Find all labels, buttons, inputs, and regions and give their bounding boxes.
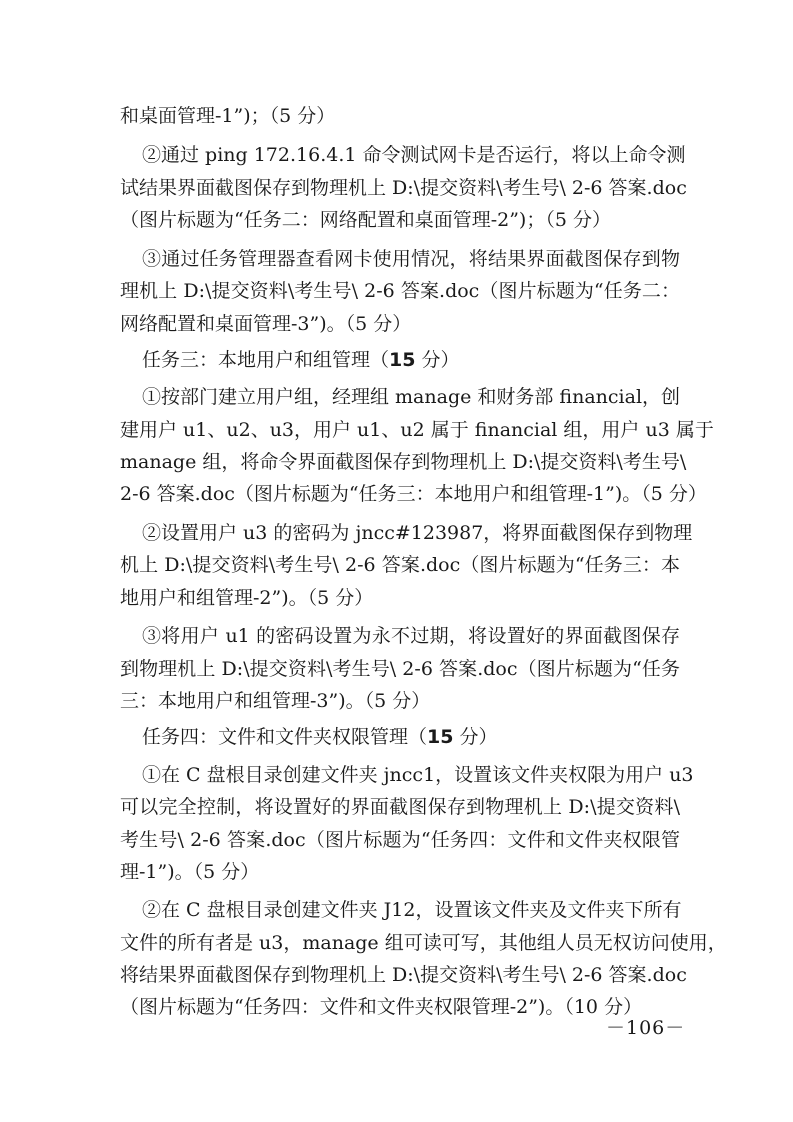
page-number: －106－ [606,1017,686,1039]
heading-text: 任务三：本地用户和组管理（ [142,349,390,371]
paragraph-line: ③将用户 u1 的密码设置为永不过期，将设置好的界面截图保存 [142,625,680,647]
text-line: manage 组，将命令界面截图保存到物理机上 D:\提交资料\考生号\ [120,451,687,473]
text-line: （图片标题为“任务四：文件和文件夹权限管理-2”)。（10 分） [120,996,643,1018]
paragraph-line: ①在 C 盘根目录创建文件夹 jncc1，设置该文件夹权限为用户 u3 [142,764,694,786]
heading-tail: 分） [415,349,460,371]
text-line: 到物理机上 D:\提交资料\考生号\ 2-6 答案.doc（图片标题为“任务 [120,658,680,680]
paragraph-line: ②在 C 盘根目录创建文件夹 J12，设置该文件夹及文件夹下所有 [142,899,682,921]
text-line: 理机上 D:\提交资料\考生号\ 2-6 答案.doc（图片标题为“任务二： [120,280,680,302]
text-line: 机上 D:\提交资料\考生号\ 2-6 答案.doc（图片标题为“任务三：本 [120,554,680,576]
text-line: 网络配置和桌面管理-3”)。（5 分） [120,313,412,335]
text-line: 文件的所有者是 u3，manage 组可读可写，其他组人员无权访问使用， [120,932,727,954]
paragraph-line: ②通过 ping 172.16.4.1 命令测试网卡是否运行，将以上命令测 [142,144,686,166]
section-heading-task4 [142,725,680,749]
text-line: 2-6 答案.doc（图片标题为“任务三：本地用户和组管理-1”)。（5 分） [120,483,707,505]
text-line: 和桌面管理-1”)；（5 分） [120,105,336,127]
text-line: 建用户 u1、u2、u3，用户 u1、u2 属于 financial 组，用户 u3 属于 [120,419,714,441]
text-line: 可以完全控制，将设置好的界面截图保存到物理机上 D:\提交资料\ [120,796,680,818]
text-line: 将结果界面截图保存到物理机上 D:\提交资料\考生号\ 2-6 答案.doc [120,964,687,986]
section-heading-task3 [142,348,680,372]
paragraph-line: ③通过任务管理器查看网卡使用情况，将结果界面截图保存到物 [142,248,680,270]
text-line: 三：本地用户和组管理-3”)。（5 分） [120,690,431,712]
paragraph-line: ①按部门建立用户组，经理组 manage 和财务部 financial，创 [142,386,681,408]
text-line: 地用户和组管理-2”)。（5 分） [120,587,374,609]
text-line: 理-1”)。（5 分） [120,861,260,883]
heading-score: 15 [427,726,454,748]
text-line: （图片标题为“任务二：网络配置和桌面管理-2”)；（5 分） [120,209,611,231]
text-line: 考生号\ 2-6 答案.doc（图片标题为“任务四：文件和文件夹权限管 [120,829,680,851]
heading-text: 任务四：文件和文件夹权限管理（ [142,726,428,748]
text-line: 试结果界面截图保存到物理机上 D:\提交资料\考生号\ 2-6 答案.doc [120,177,687,199]
heading-score: 15 [389,349,416,371]
heading-tail: 分） [453,726,498,748]
paragraph-line: ②设置用户 u3 的密码为 jncc#123987，将界面截图保存到物理 [142,522,693,544]
